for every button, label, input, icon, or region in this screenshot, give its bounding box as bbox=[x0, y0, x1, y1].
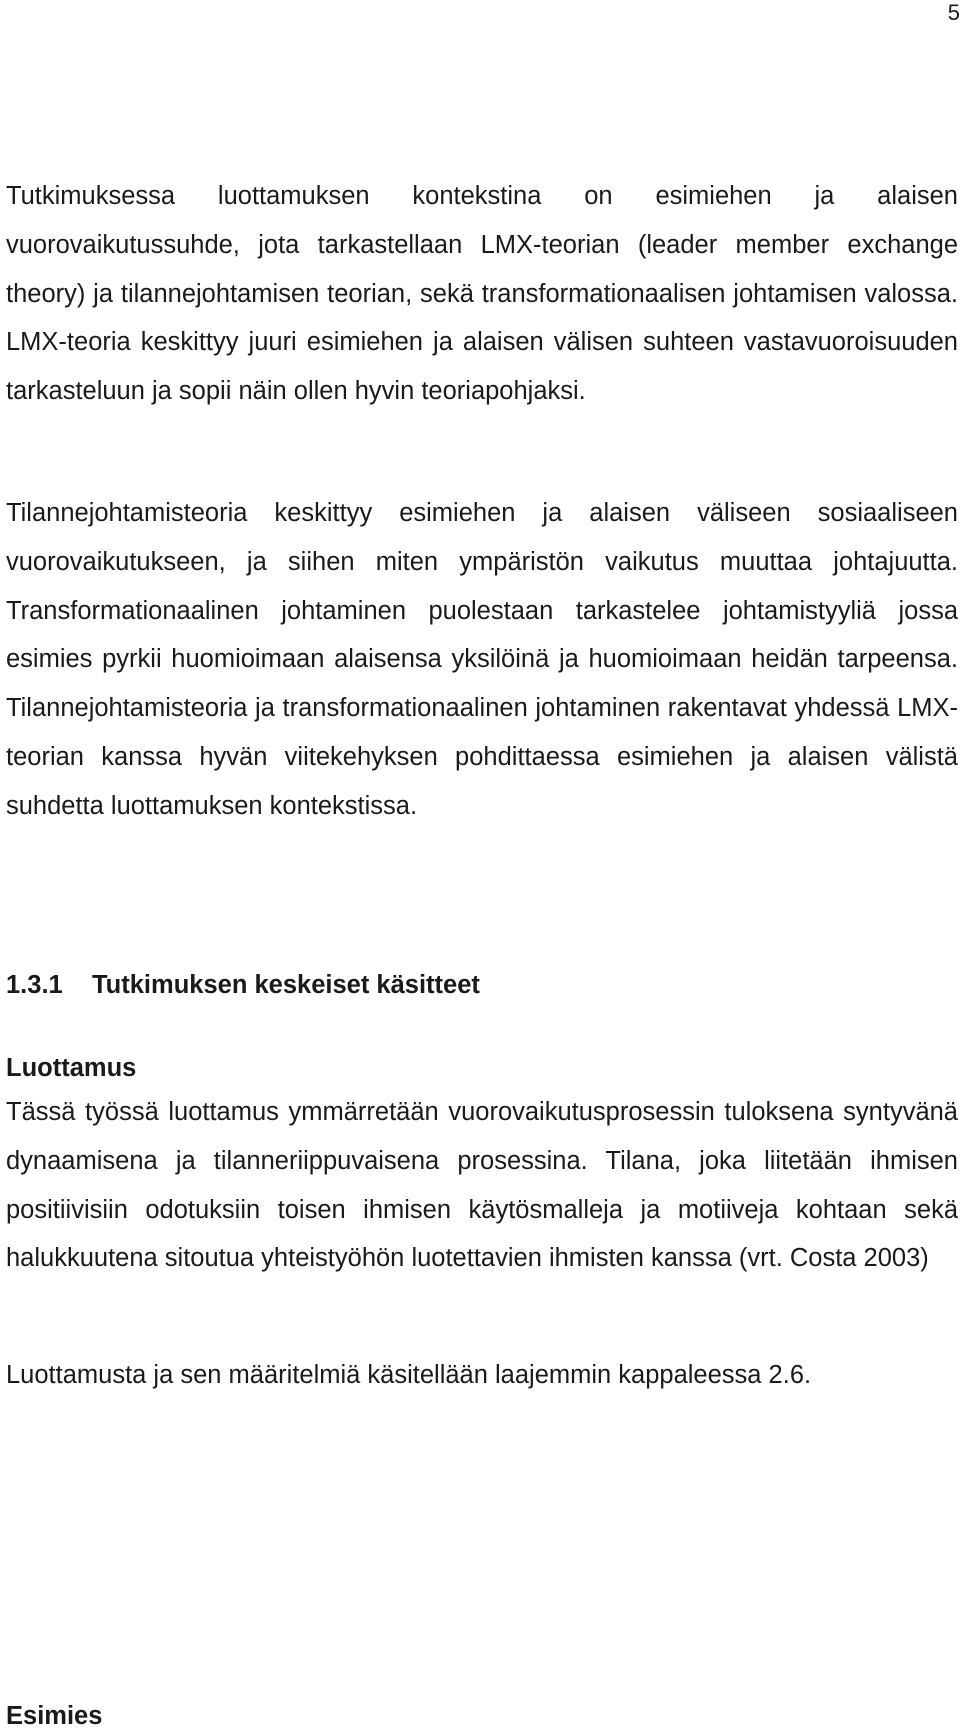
section-title: Tutkimuksen keskeiset käsitteet bbox=[92, 971, 480, 999]
page-number: 5 bbox=[947, 0, 960, 25]
section-heading bbox=[6, 973, 480, 999]
paragraph-luottamus-note: Luottamusta ja sen määritelmiä käsitellään laajemmin kappaleessa 2.6. bbox=[6, 1361, 812, 1389]
paragraph-luottamus: Tässä työssä luottamus ymmärretään vuorovaikutusprosessin tuloksena syntyvänä dynaamisena ja tilanneriippuvaisena prosessina. Tilana, joka liitetään ihmisen positiivisiin odotuksiin toisen ihmisen käytösmalleja ja motiiveja kohtaan sekä halukkuutena sitoutua yhteistyöhön luotettavien ihmisten kanssa (vrt. Costa 2003) bbox=[6, 1098, 958, 1273]
luottamus-heading: Luottamus bbox=[6, 1054, 137, 1082]
esimies-heading: Esimies bbox=[6, 1702, 103, 1730]
section-number: 1.3.1 bbox=[6, 971, 63, 999]
paragraph-theories: Tilannejohtamisteoria keskittyy esimiehen ja alaisen väliseen sosiaaliseen vuorovaikutukseen, ja siihen miten ympäristön vaikutus muuttaa johtajuutta. Transformationaalinen johtaminen puolestaan tarkastelee johtamistyyliä jossa esimies pyrkii huomioimaan alaisensa yksilöinä ja huomioimaan heidän tarpeensa. Tilannejohtamisteoria ja transformationaalinen johtaminen rakentavat yhdessä LMX-teorian kanssa hyvän viitekehyksen pohdittaessa esimiehen ja alaisen välistä suhdetta luottamuksen kontekstissa. bbox=[6, 499, 958, 820]
paragraph-intro: Tutkimuksessa luottamuksen kontekstina on esimiehen ja alaisen vuorovaikutussuhde, jota tarkastellaan LMX-teorian (leader member exchange theory) ja tilannejohtamisen teorian, sekä transformationaalisen johtamisen valossa. LMX-teoria keskittyy juuri esimiehen ja alaisen välisen suhteen vastavuoroisuuden tarkasteluun ja sopii näin ollen hyvin teoriapohjaksi. bbox=[6, 182, 958, 406]
